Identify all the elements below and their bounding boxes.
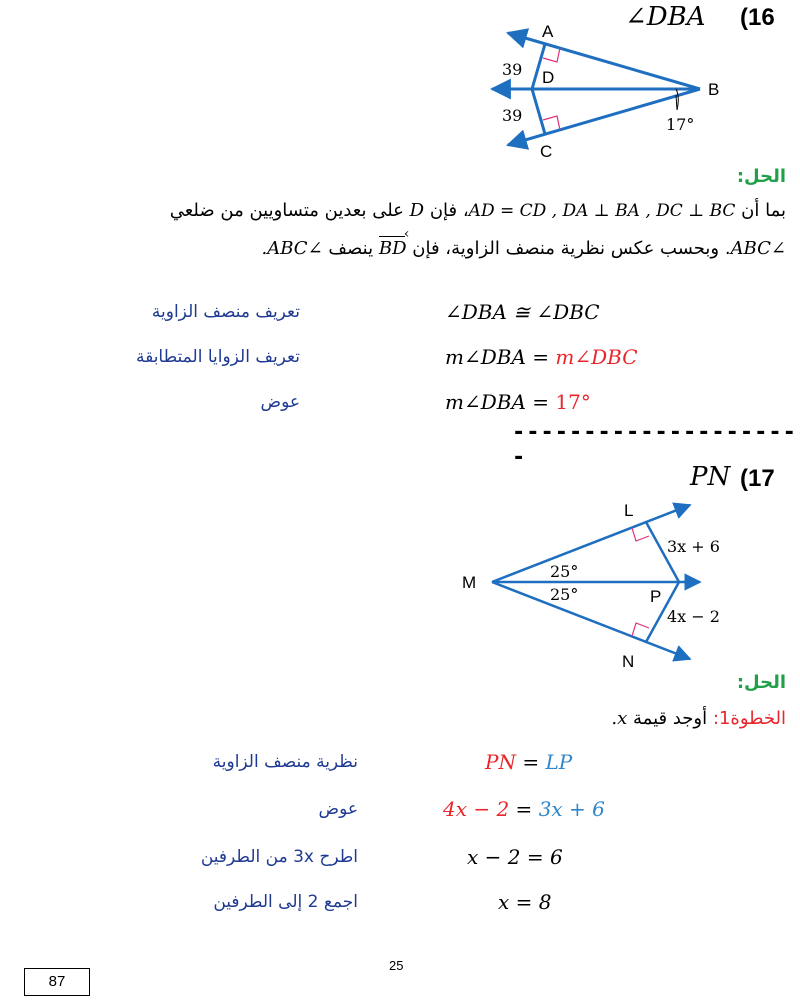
p17-row3-reason: اطرح 3x من الطرفين [200, 847, 358, 867]
p16-row2-left: m∠DBA = [445, 345, 556, 369]
p16-row1-expr: ∠DBA ≅ ∠DBC [445, 300, 600, 324]
label-m: M [462, 573, 477, 592]
text-faen: ، فإن [429, 200, 469, 221]
kite-diagram-16 [490, 15, 730, 165]
ray-ba [508, 33, 700, 89]
given-text: AD = CD , DA ⊥ BA , DC ⊥ BC [468, 201, 736, 221]
angle-bottom-label: 25° [550, 585, 579, 604]
p16-row1-reason: تعريف منصف الزاوية [151, 302, 300, 322]
text-equidistant: على بعدين متساويين من ضلعي [169, 200, 404, 221]
label-c: C [540, 142, 553, 161]
angle-abc: ∠ABC [730, 238, 786, 259]
label-d: D [542, 68, 555, 87]
label-b: B [708, 80, 720, 99]
text-bisects: ينصف [328, 238, 374, 259]
text-bima: بما أن [741, 200, 786, 221]
right-angle-mark-n [632, 623, 649, 636]
text-converse: . وبحسب عكس نظرية منصف الزاوية، فإن [412, 238, 731, 259]
given-statement [469, 201, 736, 221]
step1-variable: x. [611, 708, 628, 729]
p17-row2-expr [443, 797, 605, 821]
problem-17-target [690, 462, 730, 492]
p17-row1-left: PN [485, 750, 516, 774]
p17-row2-left: 4x − 2 [443, 797, 510, 821]
length-top: 39 [502, 60, 523, 79]
page-number: 25 [389, 958, 404, 973]
p17-row1-expr [485, 750, 572, 774]
length-bottom: 39 [502, 106, 523, 125]
label-n: N [622, 652, 635, 670]
p17-row3-expr: x − 2 = 6 [467, 845, 563, 869]
step1-text: أوجد قيمة [633, 708, 708, 729]
problem-16-angle: ∠DBA [625, 2, 706, 32]
p17-row1-right: LP [545, 750, 573, 774]
separator: --------------------- [512, 420, 797, 470]
ray-bd-text: BD › [379, 238, 407, 259]
p16-row2-reason: تعريف الزوايا المتطابقة [135, 347, 300, 367]
problem-16-number: (16 [740, 4, 775, 31]
angle-abc-2: ∠ABC. [261, 238, 323, 259]
step1-label: الخطوة1: [712, 708, 786, 729]
segment-dc [532, 89, 545, 134]
right-angle-mark-a [543, 48, 560, 62]
right-angle-mark-c [543, 116, 560, 130]
p17-row2-reason: عوض [318, 799, 358, 819]
right-angle-mark-l [632, 528, 649, 541]
p17-row4-reason: اجمع 2 إلى الطرفين [213, 892, 358, 912]
ray-ml [492, 505, 690, 582]
p16-row2-right: m∠DBC [555, 345, 638, 369]
label-a: A [542, 22, 554, 41]
solution-paragraph-line1 [0, 200, 786, 221]
p16-row3-left: m∠DBA = [445, 390, 556, 414]
p17-row4-expr: x = 8 [498, 890, 552, 914]
p16-row3-right: 17° [555, 390, 591, 414]
solution-label-16: الحل: [736, 166, 786, 187]
p16-row3-expr [445, 390, 591, 414]
p17-row2-right: 3x + 6 [538, 797, 605, 821]
problem-17-segment: PN [690, 462, 731, 492]
p16-row2-expr [445, 345, 638, 369]
p17-row2-eq: = [509, 797, 539, 821]
p16-row3-reason: عوض [260, 392, 300, 412]
expr-lp: 3x + 6 [667, 537, 720, 556]
page-box-number: 87 [24, 968, 90, 996]
label-p: P [650, 587, 662, 606]
point-d: D [409, 200, 425, 221]
step1-line [0, 708, 786, 729]
problem-17-number: (17 [740, 465, 775, 492]
p17-row1-reason: نظرية منصف الزاوية [212, 752, 358, 772]
solution-paragraph-line2 [0, 238, 786, 259]
p17-row1-eq: = [515, 750, 546, 774]
kite-diagram-17 [460, 495, 750, 670]
angle-label: 17° [666, 115, 695, 134]
solution-label-17: الحل: [736, 672, 786, 693]
expr-pn: 4x − 2 [667, 607, 720, 626]
angle-top-label: 25° [550, 562, 579, 581]
label-l: L [624, 501, 634, 520]
